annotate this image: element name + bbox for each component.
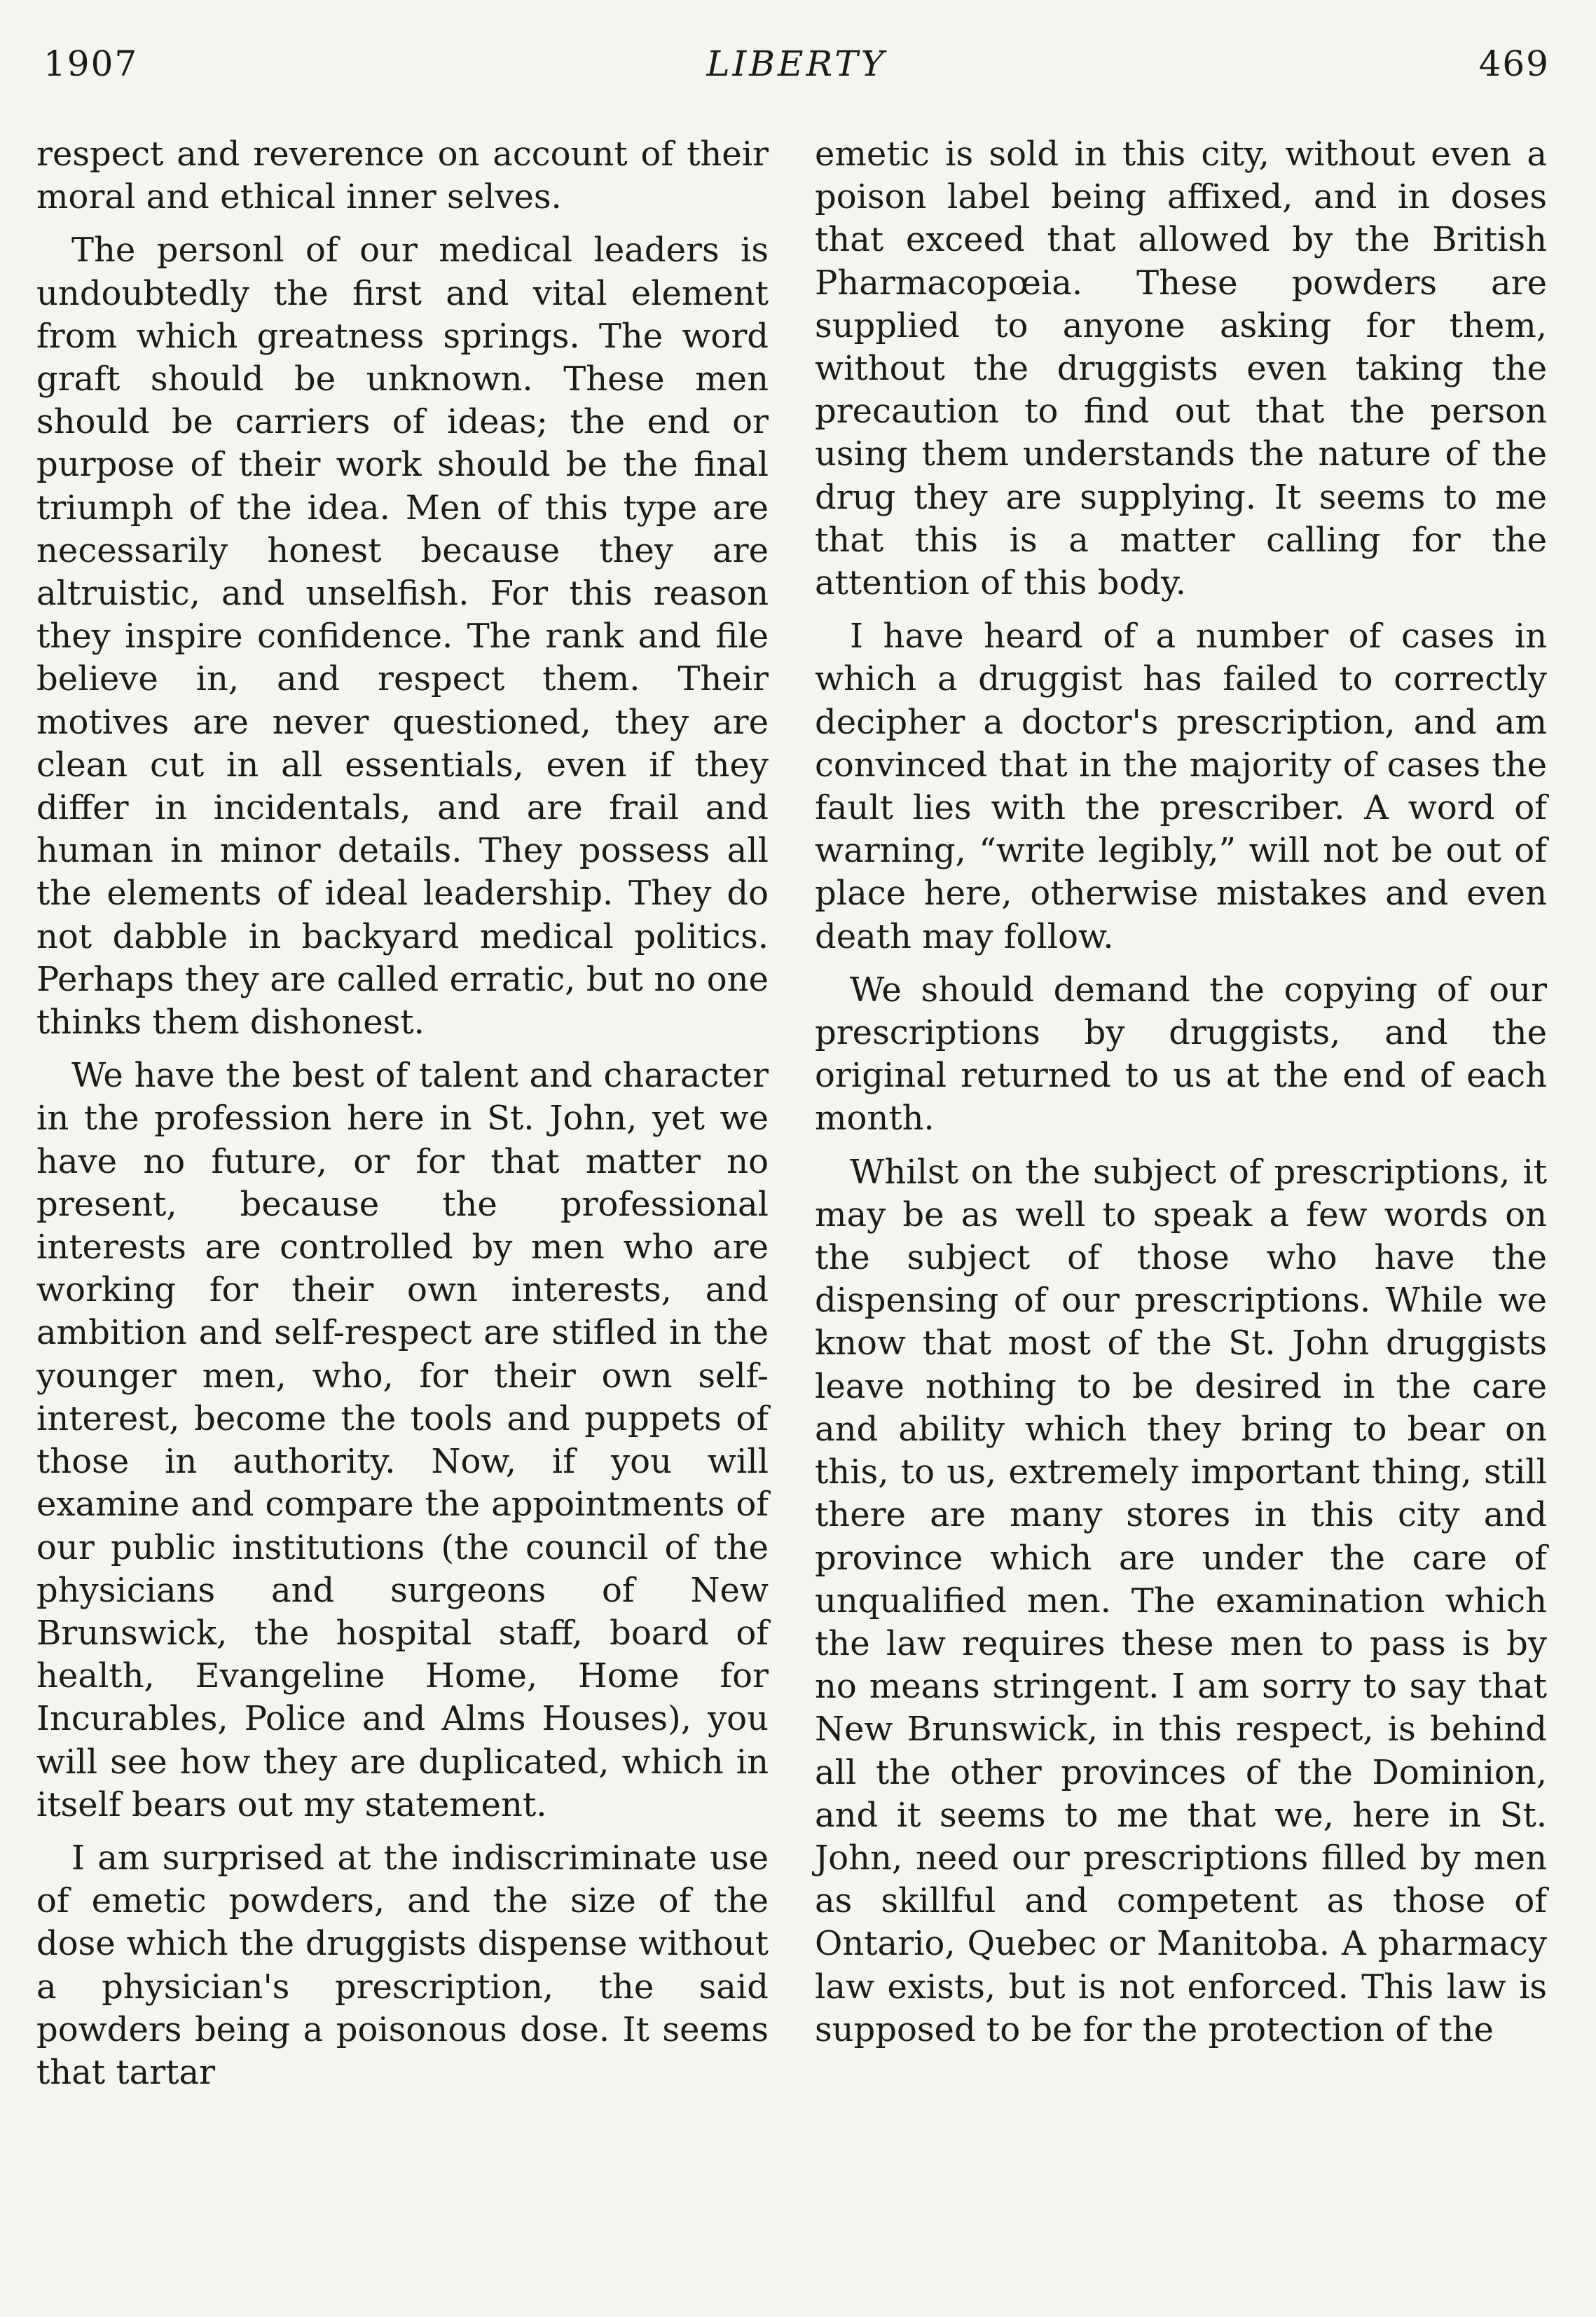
paragraph: I am surprised at the indiscriminate use of emetic powders, and the size of the dose which the druggists dispense without a physician's prescription, the said powders being a poisonous dose. It seems that tartar — [36, 1838, 769, 2092]
right-column — [815, 133, 1547, 2062]
paragraph: We have the best of talent and character in the profession here in St. John, yet we have no future, or for that matter no present, because the professional interests are controlled by men who are working for their own interests, and ambition and self-respect are stifled in the younger men, who, for their own self-interest, become the tools and puppets of those in authority. Now, if you will examine and compare the appointments of our public institutions (the council of the physicians and surgeons of New Brunswick, the hospital staff, board of health, Evangeline Home, Home for Incurables, Police and Alms Houses), you will see how they are duplicated, which in itself bears out my statement. — [36, 1056, 769, 1824]
paragraph: Whilst on the subject of prescriptions, it may be as well to speak a few words on the subject of those who have the dispensing of our prescriptions. While we know that most of the St. John druggists leave nothing to be desired in the care and ability which they bring to bear on this, to us, extremely important thing, still there are many stores in this city and province which are under the care of unqualified men. The examination which the law requires these men to pass is by no means stringent. I am sorry to say that New Brunswick, in this respect, is behind all the other provinces of the Dominion, and it seems to me that we, here in St. John, need our prescriptions filled by men as skillful and competent as those of Ontario, Quebec or Manitoba. A pharmacy law exists, but is not enforced. This law is supposed to be for the protection of the — [815, 1152, 1547, 2049]
paragraph-continued: respect and reverence on account of their moral and ethical inner selves. — [36, 135, 769, 217]
left-column — [36, 133, 769, 2105]
paragraph: The personl of our medical leaders is undoubtedly the first and vital element from which greatness springs. The word graft should be unknown. These men should be carriers of ideas; the end or purpose of their work should be the final triumph of the idea. Men of this type are necessarily honest because they are altruistic, and unselfish. For this reason they inspire confidence. The rank and file believe in, and respect them. Their motives are never questioned, they are clean cut in all essentials, even if they differ in incidentals, and are frail and human in minor details. They possess all the elements of ideal leadership. They do not dabble in backyard medical politics. Perhaps they are called erratic, but no one thinks them dishonest. — [36, 231, 769, 1043]
header-title: LIBERTY — [706, 43, 887, 84]
running-header — [43, 43, 1550, 106]
paragraph: I have heard of a number of cases in which a druggist has failed to correctly decipher a doctor's prescription, and am convinced that in the majority of cases the fault lies with the prescriber. A word of warning, “write legibly,” will not be out of place here, otherwise mistakes and even death may follow. — [815, 617, 1547, 956]
paragraph-continued: emetic is sold in this city, without even a poison label being affixed, and in doses that exceed that allowed by the British Pharmacopœia. These powders are supplied to anyone asking for them, without the druggists even taking the precaution to find out that the person using them understands the nature of the drug they are supplying. It seems to me that this is a matter calling for the attention of this body. — [815, 135, 1547, 603]
header-year: 1907 — [43, 43, 139, 84]
paragraph: We should demand the copying of our prescriptions by druggists, and the original returned to us at the end of each month. — [815, 970, 1547, 1139]
page-number: 469 — [1478, 43, 1550, 84]
